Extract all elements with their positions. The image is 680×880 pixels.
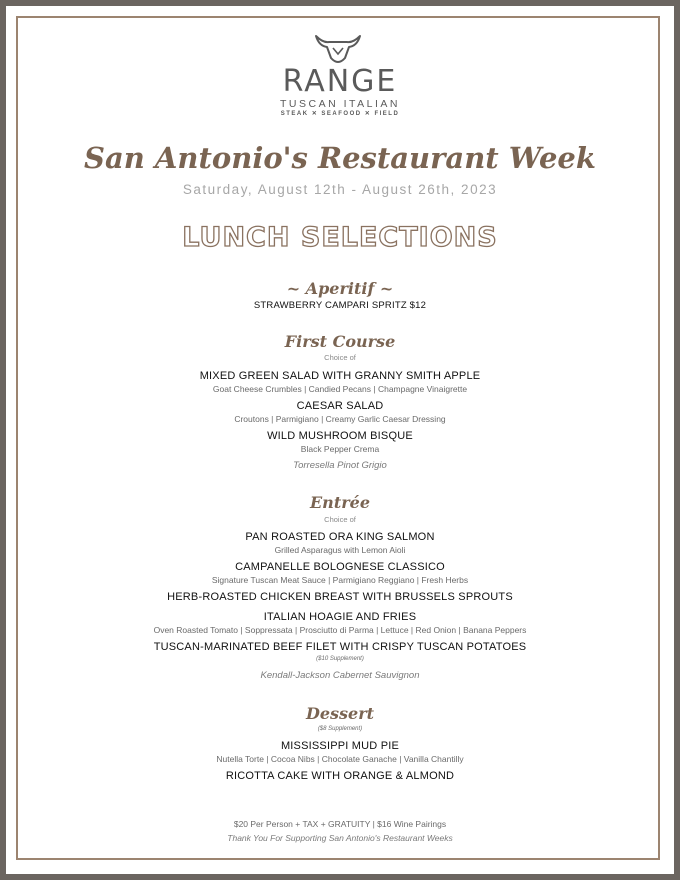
menu-item-supplement: ($10 Supplement)	[316, 656, 364, 662]
menu-item-desc: Oven Roasted Tomato | Soppressata | Prosciutto di Parma | Lettuce | Red Onion | Banana Peppers	[153, 625, 527, 635]
brand-name: RANGE	[282, 64, 398, 99]
menu-title: LUNCH SELECTIONS	[182, 222, 498, 253]
menu-item-name: PAN ROASTED ORA KING SALMON	[245, 531, 435, 543]
dessert-supplement: ($8 Supplement)	[317, 726, 363, 732]
menu-item-desc: Goat Cheese Crumbles | Candied Pecans | Champagne Vinaigrette	[212, 384, 468, 394]
menu-item-desc: Nutella Torte | Cocoa Nibs | Chocolate Ganache | Vanilla Chantilly	[216, 754, 464, 764]
first-course-heading: First Course	[284, 332, 396, 351]
brand-tagline: STEAK ✕ SEAFOOD ✕ FIELD	[280, 111, 400, 117]
pricing-note: $20 Per Person + TAX + GRATUITY | $16 Wine Pairings	[233, 819, 447, 829]
first-course-wine: Torresella Pinot Grigio	[293, 460, 387, 471]
menu-item-name: MISSISSIPPI MUD PIE	[280, 740, 400, 752]
menu-item-desc: Black Pepper Crema	[300, 444, 380, 454]
menu-item-name: TUSCAN-MARINATED BEEF FILET WITH CRISPY TUSCAN POTATOES	[153, 641, 527, 653]
thank-you-note: Thank You For Supporting San Antonio's Restaurant Weeks	[227, 833, 453, 843]
menu-item-name: CAESAR SALAD	[296, 400, 384, 412]
entree-wine: Kendall-Jackson Cabernet Sauvignon	[260, 670, 420, 681]
entree-heading: Entrée	[309, 493, 370, 512]
aperitif-item: STRAWBERRY CAMPARI SPRITZ $12	[253, 300, 427, 311]
bull-head-icon	[313, 34, 363, 68]
menu-item-name: CAMPANELLE BOLOGNESE CLASSICO	[235, 561, 445, 573]
menu-item-desc: Grilled Asparagus with Lemon Aioli	[274, 545, 406, 555]
menu-item-desc: Signature Tuscan Meat Sauce | Parmigiano Reggiano | Fresh Herbs	[211, 575, 469, 585]
event-title: San Antonio's Restaurant Week	[84, 141, 596, 175]
event-dates: Saturday, August 12th - August 26th, 2023	[182, 182, 498, 197]
first-course-choice: Choice of	[324, 353, 356, 362]
menu-item-name: ITALIAN HOAGIE AND FRIES	[263, 611, 417, 623]
aperitif-heading: ~ Aperitif ~	[286, 279, 394, 298]
menu-item-name: MIXED GREEN SALAD WITH GRANNY SMITH APPLE	[199, 370, 481, 382]
brand-subtitle: TUSCAN ITALIAN	[280, 98, 400, 110]
entree-choice: Choice of	[324, 515, 356, 524]
dessert-heading: Dessert	[305, 704, 375, 723]
menu-item-name: RICOTTA CAKE WITH ORANGE & ALMOND	[225, 770, 455, 782]
menu-item-name: HERB-ROASTED CHICKEN BREAST WITH BRUSSELS SPROUTS	[167, 591, 513, 603]
menu-item-desc: Croutons | Parmigiano | Creamy Garlic Caesar Dressing	[234, 414, 446, 424]
menu-item-name: WILD MUSHROOM BISQUE	[267, 430, 413, 442]
